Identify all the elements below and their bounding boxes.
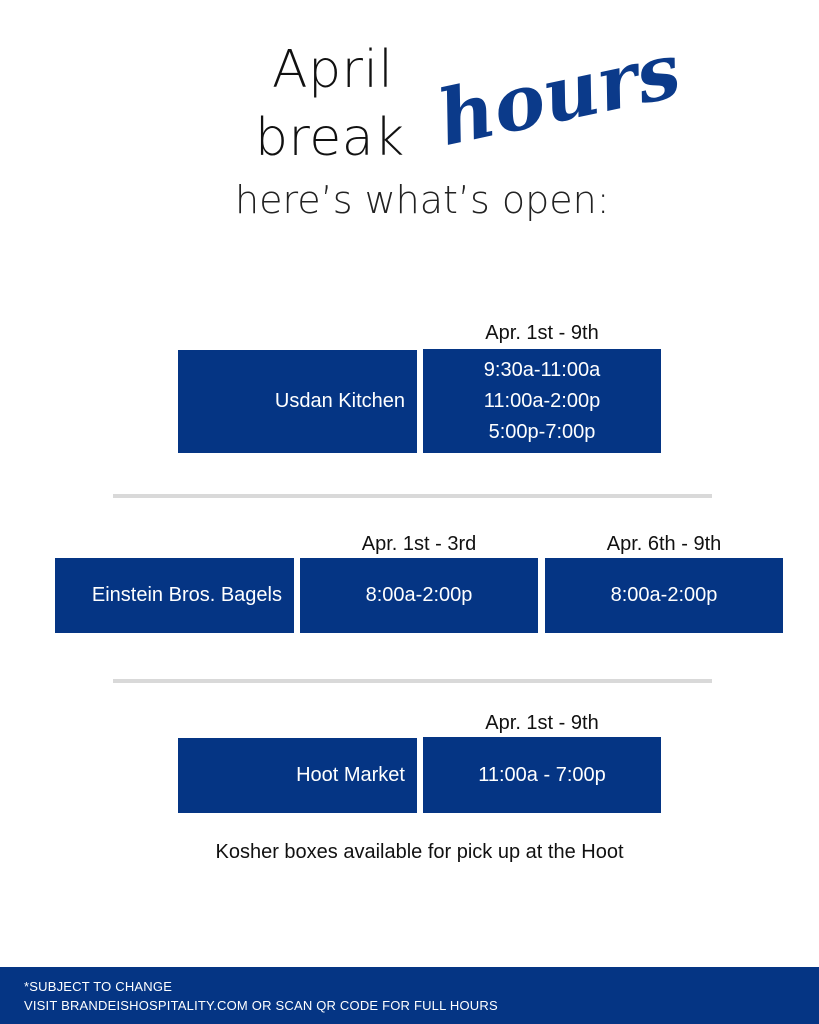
einstein-hours-2: 8:00a-2:00p	[610, 584, 718, 606]
einstein-date-range-1: Apr. 1st - 3rd	[361, 533, 477, 555]
einstein-hours-block-1	[300, 558, 538, 633]
title-break: break	[255, 108, 405, 168]
einstein-date-range-2: Apr. 6th - 9th	[606, 533, 722, 555]
divider-2	[113, 679, 712, 683]
footer-visit-link: VISIT BRANDEISHOSPITALITY.COM OR SCAN QR CODE FOR FULL HOURS	[24, 998, 498, 1013]
usdan-hours-3: 5:00p-7:00p	[488, 420, 596, 443]
einstein-hours-1: 8:00a-2:00p	[365, 584, 473, 606]
title-hours-script: hours	[430, 25, 688, 164]
hoot-date-range: Apr. 1st - 9th	[485, 712, 599, 734]
kosher-note: Kosher boxes available for pick up at the Hoot	[215, 841, 624, 863]
usdan-hours-2: 11:00a-2:00p	[483, 389, 601, 412]
hoot-hours: 11:00a - 7:00p	[478, 763, 606, 786]
usdan-name: Usdan Kitchen	[274, 390, 405, 412]
footer-bar	[0, 967, 819, 1024]
usdan-name-block	[178, 350, 417, 453]
usdan-hours-1: 9:30a-11:00a	[483, 358, 601, 381]
einstein-name: Einstein Bros. Bagels	[91, 584, 282, 606]
einstein-name-block	[55, 558, 294, 633]
subtitle: here’s what’s open:	[235, 178, 610, 222]
title-april: April	[272, 40, 394, 100]
hoot-hours-block	[423, 737, 661, 813]
footer-disclaimer: *SUBJECT TO CHANGE	[24, 979, 173, 994]
usdan-date-range: Apr. 1st - 9th	[485, 322, 599, 344]
hoot-name: Hoot Market	[296, 764, 405, 786]
einstein-hours-block-2	[545, 558, 783, 633]
usdan-hours-block	[423, 349, 661, 453]
hoot-name-block	[178, 738, 417, 813]
divider-1	[113, 494, 712, 498]
